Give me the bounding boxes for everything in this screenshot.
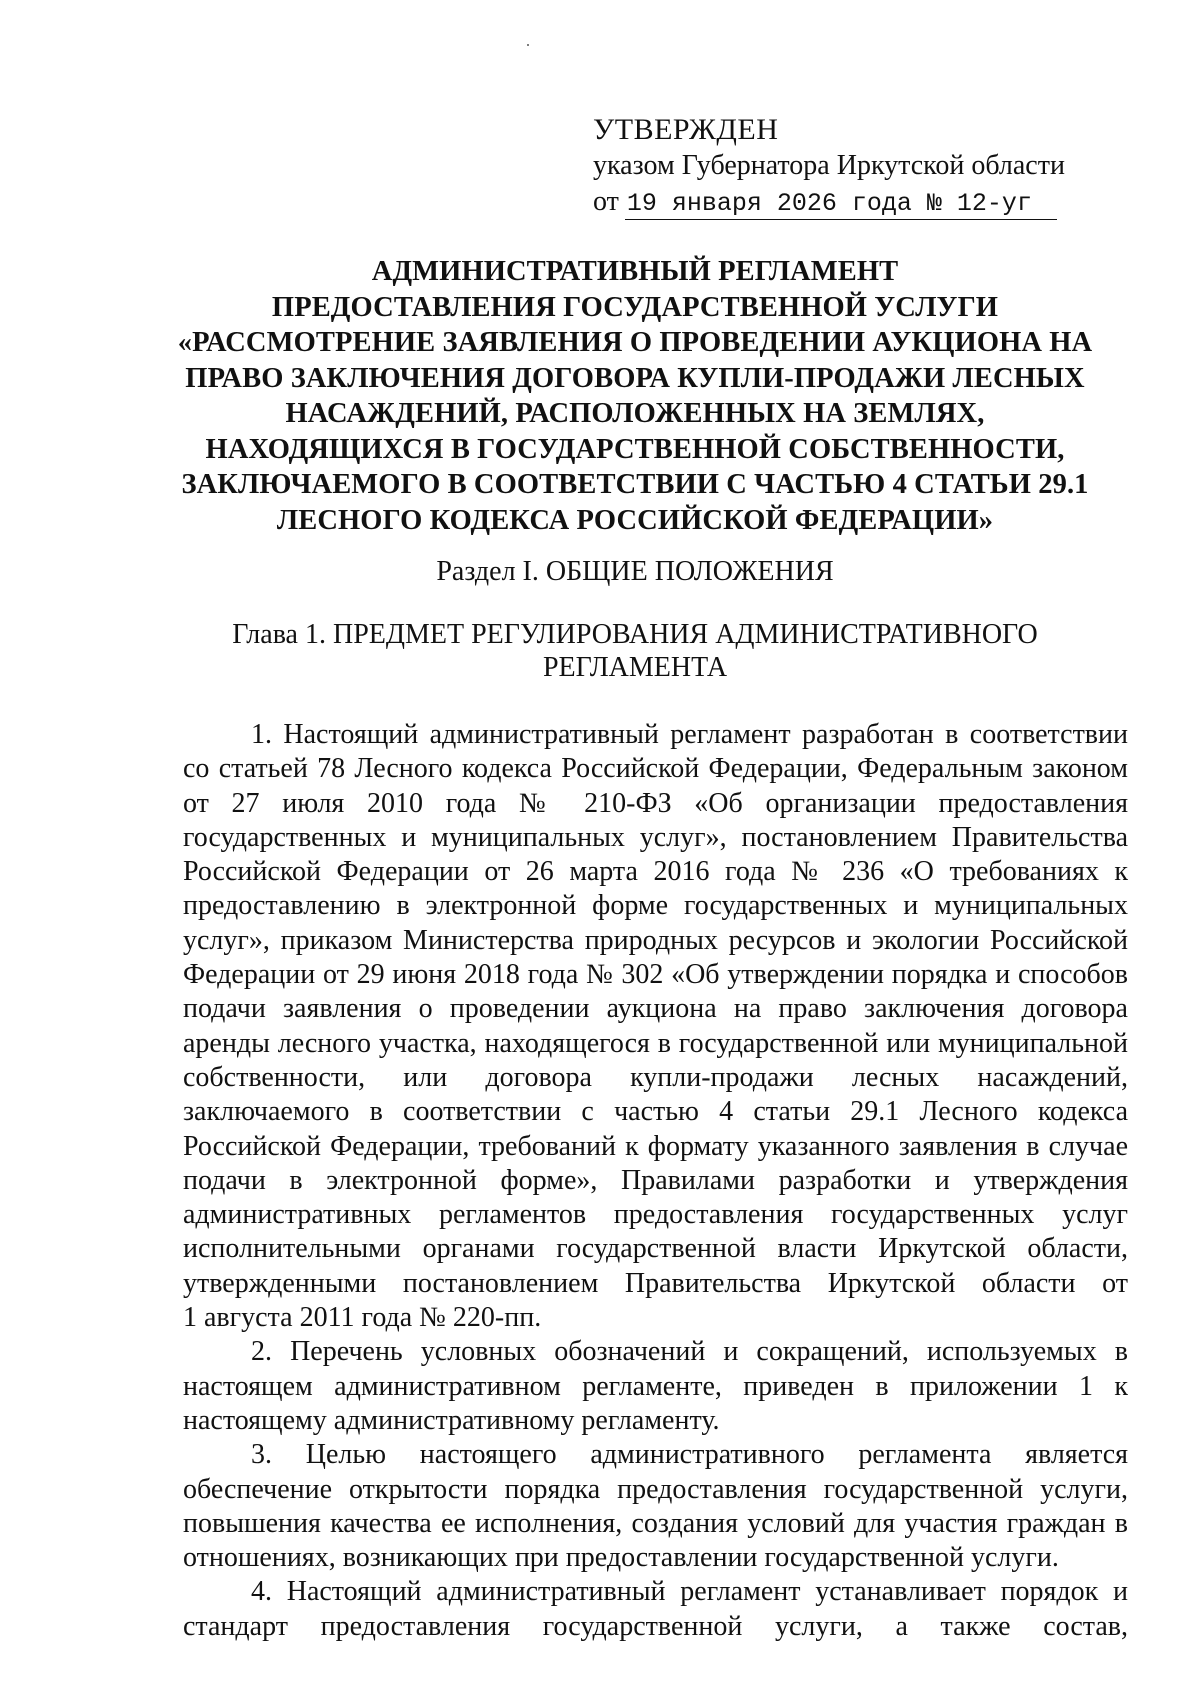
- section-heading: Раздел I. ОБЩИЕ ПОЛОЖЕНИЯ: [436, 556, 834, 587]
- paragraph-line: Российской Федерации, требований к формату указанного заявления в случае: [183, 1130, 1128, 1162]
- paragraph-line: стандарт предоставления государственной услуги, а также состав,: [183, 1610, 1128, 1642]
- paragraph-line: подачи в электронной форме», Правилами разработки и утверждения: [183, 1164, 1128, 1196]
- title-line: ПРАВО ЗАКЛЮЧЕНИЯ ДОГОВОРА КУПЛИ-ПРОДАЖИ ЛЕСНЫХ: [185, 362, 1085, 394]
- approval-date-line: [593, 184, 1093, 220]
- title-line: «РАССМОТРЕНИЕ ЗАЯВЛЕНИЯ О ПРОВЕДЕНИИ АУКЦИОНА НА: [177, 327, 1093, 358]
- paragraph-line: исполнительными органами государственной власти Иркутской области,: [183, 1233, 1128, 1265]
- paragraph-line: повышения качества ее исполнения, создания условий для участия граждан в: [183, 1507, 1128, 1539]
- paragraph: [183, 718, 1128, 1335]
- paragraph-line: 1. Настоящий административный регламент разработан в соответствии: [251, 719, 1128, 750]
- title-line: АДМИНИСТРАТИВНЫЙ РЕГЛАМЕНТ: [371, 256, 899, 287]
- paragraph-line: 2. Перечень условных обозначений и сокращений, используемых в: [251, 1336, 1128, 1368]
- document-title: [160, 254, 1110, 538]
- paragraph: [183, 1575, 1128, 1644]
- paragraph: [183, 1335, 1128, 1438]
- paragraph: [183, 1438, 1128, 1575]
- paragraph-line: заключаемого в соответствии с частью 4 статьи 29.1 Лесного кодекса: [183, 1096, 1128, 1128]
- paragraph-line: собственности, или договора купли-продажи лесных насаждений,: [183, 1061, 1128, 1093]
- approval-heading: УТВЕРЖДЕН: [593, 113, 779, 146]
- title-line: ЛЕСНОГО КОДЕКСА РОССИЙСКОЙ ФЕДЕРАЦИИ»: [276, 504, 994, 536]
- paragraph-line: Федерации от 29 июня 2018 года № 302 «Об утверждении порядка и способов: [183, 959, 1128, 991]
- chapter-line: РЕГЛАМЕНТА: [542, 652, 728, 683]
- paragraph-line: подачи заявления о проведении аукциона на право заключения договора: [183, 993, 1128, 1025]
- approval-decree-line: указом Губернатора Иркутской области: [593, 150, 1065, 181]
- scan-speck: [527, 44, 529, 46]
- paragraph-line: административных регламентов предоставления государственных услуг: [183, 1199, 1128, 1231]
- paragraph-line: отношениях, возникающих при предоставлении государственной услуги.: [183, 1542, 1059, 1574]
- paragraph-line: настоящему административному регламенту.: [183, 1404, 720, 1436]
- paragraph-line: аренды лесного участка, находящегося в государственной или муниципальной: [183, 1027, 1128, 1059]
- paragraph-line: услуг», приказом Министерства природных ресурсов и экологии Российской: [183, 924, 1128, 956]
- chapter-heading: [160, 618, 1110, 684]
- title-line: ЗАКЛЮЧАЕМОГО В СООТВЕТСТВИИ С ЧАСТЬЮ 4 СТАТЬИ 29.1: [181, 469, 1089, 500]
- approval-date-value: 19 января 2026 года № 12-уг: [625, 189, 1057, 220]
- document-body: [183, 718, 1128, 1644]
- paragraph-line: государственных и муниципальных услуг», постановлением Правительства: [183, 821, 1128, 853]
- paragraph-line: от 27 июля 2010 года № 210-ФЗ «Об организации предоставления: [183, 787, 1128, 819]
- paragraph-line: Российской Федерации от 26 марта 2016 года № 236 «О требованиях к: [183, 856, 1128, 888]
- paragraph-line: утвержденными постановлением Правительства Иркутской области от: [183, 1267, 1128, 1299]
- paragraph-line: со статьей 78 Лесного кодекса Российской Федерации, Федеральным законом: [183, 753, 1128, 785]
- paragraph-line: 1 августа 2011 года № 220-пп.: [183, 1302, 542, 1334]
- approval-date-prefix: от: [593, 186, 619, 217]
- paragraph-line: настоящем административном регламенте, приведен в приложении 1 к: [183, 1370, 1128, 1402]
- paragraph-line: 3. Целью настоящего административного регламента является: [251, 1439, 1128, 1471]
- paragraph-line: обеспечение открытости порядка предоставления государственной услуги,: [183, 1473, 1128, 1505]
- chapter-line: Глава 1. ПРЕДМЕТ РЕГУЛИРОВАНИЯ АДМИНИСТРАТИВНОГО: [232, 619, 1038, 650]
- title-line: ПРЕДОСТАВЛЕНИЯ ГОСУДАРСТВЕННОЙ УСЛУГИ: [271, 291, 999, 323]
- paragraph-line: предоставлению в электронной форме государственных и муниципальных: [183, 890, 1128, 922]
- approval-block: [593, 112, 1093, 220]
- title-line: НАХОДЯЩИХСЯ В ГОСУДАРСТВЕННОЙ СОБСТВЕННОСТИ,: [205, 433, 1065, 465]
- title-line: НАСАЖДЕНИЙ, РАСПОЛОЖЕННЫХ НА ЗЕМЛЯХ,: [285, 398, 985, 429]
- paragraph-line: 4. Настоящий административный регламент устанавливает порядок и: [251, 1576, 1128, 1608]
